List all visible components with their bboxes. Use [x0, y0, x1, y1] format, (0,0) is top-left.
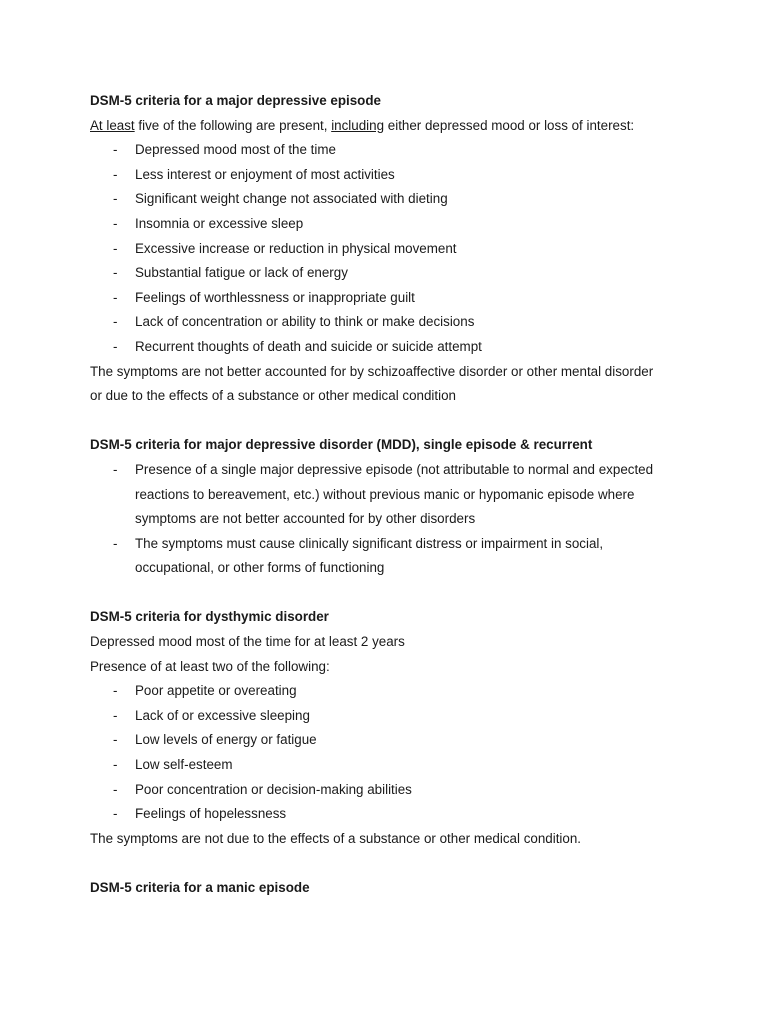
section-heading: DSM-5 criteria for dysthymic disorder: [90, 609, 329, 625]
bullet-dash: -: [113, 806, 118, 822]
bullet-dash: -: [113, 265, 118, 281]
list-item-text: Significant weight change not associated with dieting: [135, 191, 448, 207]
bullet-dash: -: [113, 142, 118, 158]
list-item-line: The symptoms must cause clinically significant distress or impairment in social,: [135, 535, 604, 551]
bullet-dash: -: [113, 535, 118, 551]
bullet-dash: -: [113, 338, 118, 354]
list-item: [90, 163, 690, 188]
criteria-intro: [90, 114, 690, 139]
section-heading: DSM-5 criteria for a major depressive episode: [90, 93, 381, 108]
intro-text: either depressed mood or loss of interest:: [384, 117, 635, 133]
list-item: [90, 778, 690, 803]
list-item: [90, 458, 690, 532]
bullet-dash: -: [113, 314, 118, 330]
list-item: [90, 802, 690, 827]
section-heading: DSM-5 criteria for major depressive disorder (MDD), single episode & recurrent: [90, 437, 593, 453]
intro-text: five of the following are present,: [134, 117, 332, 133]
section-mdd: [90, 433, 690, 581]
list-item-text: Substantial fatigue or lack of energy: [135, 265, 348, 281]
symptom-list: [90, 679, 690, 827]
list-item: [90, 704, 690, 729]
criteria-note: or due to the effects of a substance or other medical condition: [90, 388, 456, 404]
bullet-dash: -: [113, 215, 118, 231]
list-item-text: Excessive increase or reduction in physical movement: [135, 240, 457, 256]
list-item: [90, 679, 690, 704]
list-item: [90, 310, 690, 335]
list-item-text: Depressed mood most of the time: [135, 142, 336, 158]
bullet-dash: -: [113, 461, 118, 477]
section-spacer: [90, 851, 690, 876]
document-body: [90, 89, 690, 901]
list-item: [90, 753, 690, 778]
list-item: [90, 335, 690, 360]
bullet-dash: -: [113, 240, 118, 256]
symptom-list: [90, 138, 690, 359]
list-item: [90, 212, 690, 237]
section-spacer: [90, 409, 690, 434]
bullet-dash: -: [113, 707, 118, 723]
list-item-line: occupational, or other forms of functioning: [135, 560, 385, 576]
section-spacer: [90, 581, 690, 606]
list-item-text: Insomnia or excessive sleep: [135, 215, 304, 231]
bullet-dash: -: [113, 683, 118, 699]
list-item-line: Presence of a single major depressive episode (not attributable to normal and expected: [135, 461, 654, 477]
list-item-text: Lack of or excessive sleeping: [135, 707, 310, 723]
list-item: [90, 187, 690, 212]
section-dysthymic-disorder: [90, 605, 690, 851]
bullet-dash: -: [113, 781, 118, 797]
bullet-dash: -: [113, 757, 118, 773]
list-item: [90, 286, 690, 311]
list-item: [90, 532, 690, 581]
criteria-note: The symptoms are not due to the effects of a substance or other medical condition.: [90, 830, 582, 846]
list-item: [90, 261, 690, 286]
list-item-text: Feelings of hopelessness: [135, 806, 287, 822]
list-item: [90, 237, 690, 262]
bullet-dash: -: [113, 191, 118, 207]
criteria-list: [90, 458, 690, 581]
list-item-text: Poor concentration or decision-making abilities: [135, 781, 412, 797]
list-item-line: reactions to bereavement, etc.) without previous manic or hypomanic episode where: [135, 486, 635, 502]
list-item-line: symptoms are not better accounted for by other disorders: [135, 511, 476, 527]
list-item: [90, 728, 690, 753]
list-item-text: Lack of concentration or ability to think or make decisions: [135, 314, 475, 330]
list-item-text: Poor appetite or overeating: [135, 683, 297, 699]
list-item-text: Feelings of worthlessness or inappropriate guilt: [135, 289, 415, 305]
bullet-dash: -: [113, 289, 118, 305]
criteria-note: The symptoms are not better accounted for by schizoaffective disorder or other mental disorder: [90, 363, 654, 379]
criteria-text: Depressed mood most of the time for at least 2 years: [90, 634, 405, 650]
list-item-text: Recurrent thoughts of death and suicide or suicide attempt: [135, 338, 482, 354]
list-item-text: Low self-esteem: [135, 757, 233, 773]
criteria-text: Presence of at least two of the following:: [90, 658, 330, 674]
section-manic-episode: [90, 876, 690, 901]
list-item-text: Low levels of energy or fatigue: [135, 732, 317, 748]
list-item: [90, 138, 690, 163]
section-heading: DSM-5 criteria for a manic episode: [90, 880, 310, 895]
underlined-text: At least: [90, 117, 135, 133]
bullet-dash: -: [113, 732, 118, 748]
bullet-dash: -: [113, 166, 118, 182]
section-major-depressive-episode: [90, 89, 690, 409]
list-item-text: Less interest or enjoyment of most activities: [135, 166, 395, 182]
underlined-text: including: [331, 117, 385, 133]
